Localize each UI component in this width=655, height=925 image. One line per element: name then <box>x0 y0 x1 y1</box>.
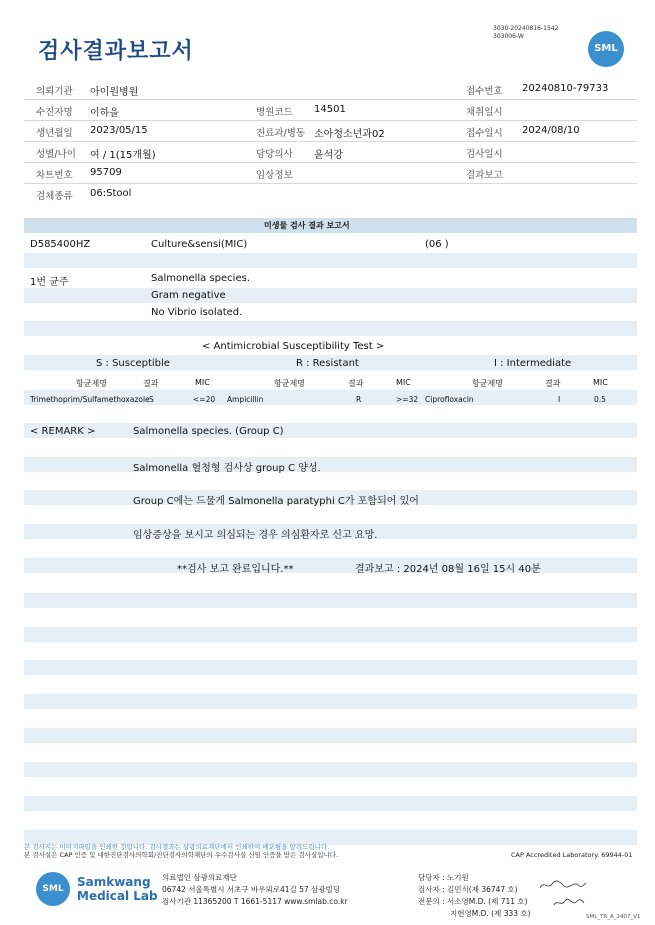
drug-result: S <box>149 395 154 404</box>
footer-note-2: 본 검사실은 CAP 인증 및 대한진단검사의학회/진단검사의학재단의 우수검사실 신임 인증을 받은 검사실입니다. <box>24 851 339 859</box>
org-address: 06742 서울특별시 서초구 바우뫼로41길 57 삼광빌딩 <box>162 885 341 894</box>
band <box>24 796 637 811</box>
brand-line-1: Samkwang <box>77 875 151 889</box>
band <box>24 321 637 336</box>
name-label: 수진자명 <box>36 107 73 118</box>
hospital-value: 아이원병원 <box>90 87 139 98</box>
band <box>24 288 637 303</box>
band <box>24 762 637 777</box>
legend-intermediate: I : Intermediate <box>494 358 572 369</box>
band <box>24 627 637 642</box>
band <box>24 253 637 268</box>
dob-value: 2023/05/15 <box>90 125 148 136</box>
staff-line-1: 담당자 : 노기원 <box>418 873 469 882</box>
band <box>24 660 637 675</box>
drug-mic: 0.5 <box>594 395 606 404</box>
drug-mic: >=32 <box>396 395 419 404</box>
dept-value: 소아청소년과02 <box>314 129 385 140</box>
result-line-3: No Vibrio isolated. <box>151 307 243 318</box>
col-mic-header: MIC <box>195 378 210 387</box>
receipt-date-label: 접수일시 <box>466 128 503 139</box>
drug-result: R <box>356 395 362 404</box>
sex-age-value: 여 / 1(15개월) <box>90 150 156 161</box>
drug-name: Ciprofloxacin <box>425 395 474 404</box>
info-row-6 <box>24 184 637 204</box>
org-contact: 검사기관 11365200 T 1661-5117 www.smlab.co.kr <box>162 897 348 906</box>
col-drug-header: 항균제명 <box>76 379 107 388</box>
info-row-4 <box>24 142 637 163</box>
drug-result: I <box>558 395 561 404</box>
remark-line-1: Salmonella species. (Group C) <box>133 426 284 437</box>
drug-mic: <=20 <box>193 395 216 404</box>
col-drug-header: 항균제명 <box>472 379 503 388</box>
band <box>24 728 637 743</box>
specimen-label: 검체종류 <box>36 191 73 202</box>
legend-resistant: R : Resistant <box>296 358 359 369</box>
staff-line-2: 검사자 : 김민식(제 36747 호) <box>418 885 518 894</box>
legend-susceptible: S : Susceptible <box>96 358 170 369</box>
remark-line-3: Group C에는 드물게 Salmonella paratyphi C가 포함되어 있어 <box>133 496 419 507</box>
brand-name <box>77 875 158 903</box>
specimen-value: 06:Stool <box>90 188 132 199</box>
test-code: D585400HZ <box>30 239 91 250</box>
ast-title: < Antimicrobial Susceptibility Test > <box>202 341 385 352</box>
info-row-2 <box>24 100 637 121</box>
info-row-5 <box>24 163 637 184</box>
band <box>24 694 637 709</box>
receipt-date-value: 2024/08/10 <box>522 125 580 136</box>
document-code-1: 3030-20240816-1542 <box>493 25 559 32</box>
remark-label: < REMARK > <box>30 426 96 437</box>
name-value: 이하을 <box>90 108 119 119</box>
band <box>24 593 637 608</box>
clinical-label: 임상정보 <box>256 170 293 181</box>
col-result-header: 결과 <box>545 379 561 388</box>
staff-line-3: 전문의 : 서소영M.D. (제 711 호) <box>418 897 528 906</box>
form-code: SML_TR_A_2407_V1 <box>586 914 641 920</box>
staff-line-4: 지현영M.D. (제 333 호) <box>450 909 531 918</box>
doctor-label: 담당의사 <box>256 149 293 160</box>
report-time: 결과보고 : 2024년 08월 16일 15시 40분 <box>355 564 541 575</box>
band <box>24 558 637 573</box>
remark-line-2: Salmonella 혈청형 검사상 group C 양성. <box>133 463 321 474</box>
strain-label: 1번 균주 <box>30 277 69 288</box>
footer-note-1: 본 검사지는 이미지파일을 인쇄한 것입니다. 검사결과는 삼광의료재단에서 인쇄하여 배포될을 알려드립니다. <box>24 843 330 851</box>
hosp-code-label: 병원코드 <box>256 107 293 118</box>
info-row-1 <box>24 79 637 100</box>
drug-name: Ampicillin <box>227 395 264 404</box>
signature-1 <box>538 878 588 892</box>
receipt-no-value: 20240810-79733 <box>522 83 609 94</box>
org-name: 의료법인 삼광의료재단 <box>162 873 237 882</box>
doctor-value: 윤석강 <box>314 150 343 161</box>
hospital-label: 의뢰기관 <box>36 86 73 97</box>
col-drug-header: 항균제명 <box>274 379 305 388</box>
sml-footer-logo-icon: SML <box>36 872 70 906</box>
page-title: 검사결과보고서 <box>38 39 194 64</box>
dept-label: 진료과/병동 <box>256 128 306 139</box>
signature-2 <box>552 896 586 910</box>
test-number: (06 ) <box>425 239 449 250</box>
chart-value: 95709 <box>90 167 122 178</box>
band <box>24 457 637 472</box>
cap-accreditation: CAP Accredited Laboratory. 69944-01 <box>511 851 633 859</box>
report-label: 결과보고 <box>466 170 503 181</box>
hosp-code-value: 14501 <box>314 104 346 115</box>
drug-name: Trimethoprim/Sulfamethoxazole <box>30 395 150 404</box>
result-line-2: Gram negative <box>151 290 226 301</box>
info-row-3 <box>24 121 637 142</box>
receipt-no-label: 접수번호 <box>466 86 503 97</box>
section-title: 미생물 검사 결과 보고서 <box>264 221 350 230</box>
test-name: Culture&sensi(MIC) <box>151 239 248 250</box>
col-result-header: 결과 <box>143 379 159 388</box>
band <box>24 423 637 438</box>
chart-label: 차트번호 <box>36 170 73 181</box>
col-result-header: 결과 <box>348 379 364 388</box>
collect-label: 채취일시 <box>466 107 503 118</box>
sml-logo-icon: SML <box>588 31 624 67</box>
result-line-1: Salmonella species. <box>151 273 250 284</box>
document-codes <box>493 25 558 41</box>
col-mic-header: MIC <box>396 378 411 387</box>
test-date-label: 검사일시 <box>466 149 503 160</box>
col-mic-header: MIC <box>593 378 608 387</box>
brand-line-2: Medical Lab <box>77 889 158 903</box>
dob-label: 생년월일 <box>36 128 73 139</box>
sex-age-label: 성별/나이 <box>36 149 76 160</box>
document-code-2: 303006-W <box>493 33 524 40</box>
remark-line-4: 임상증상을 보시고 의심되는 경우 의심환자로 신고 요망. <box>133 530 378 541</box>
report-complete: **검사 보고 완료입니다.** <box>177 564 294 575</box>
